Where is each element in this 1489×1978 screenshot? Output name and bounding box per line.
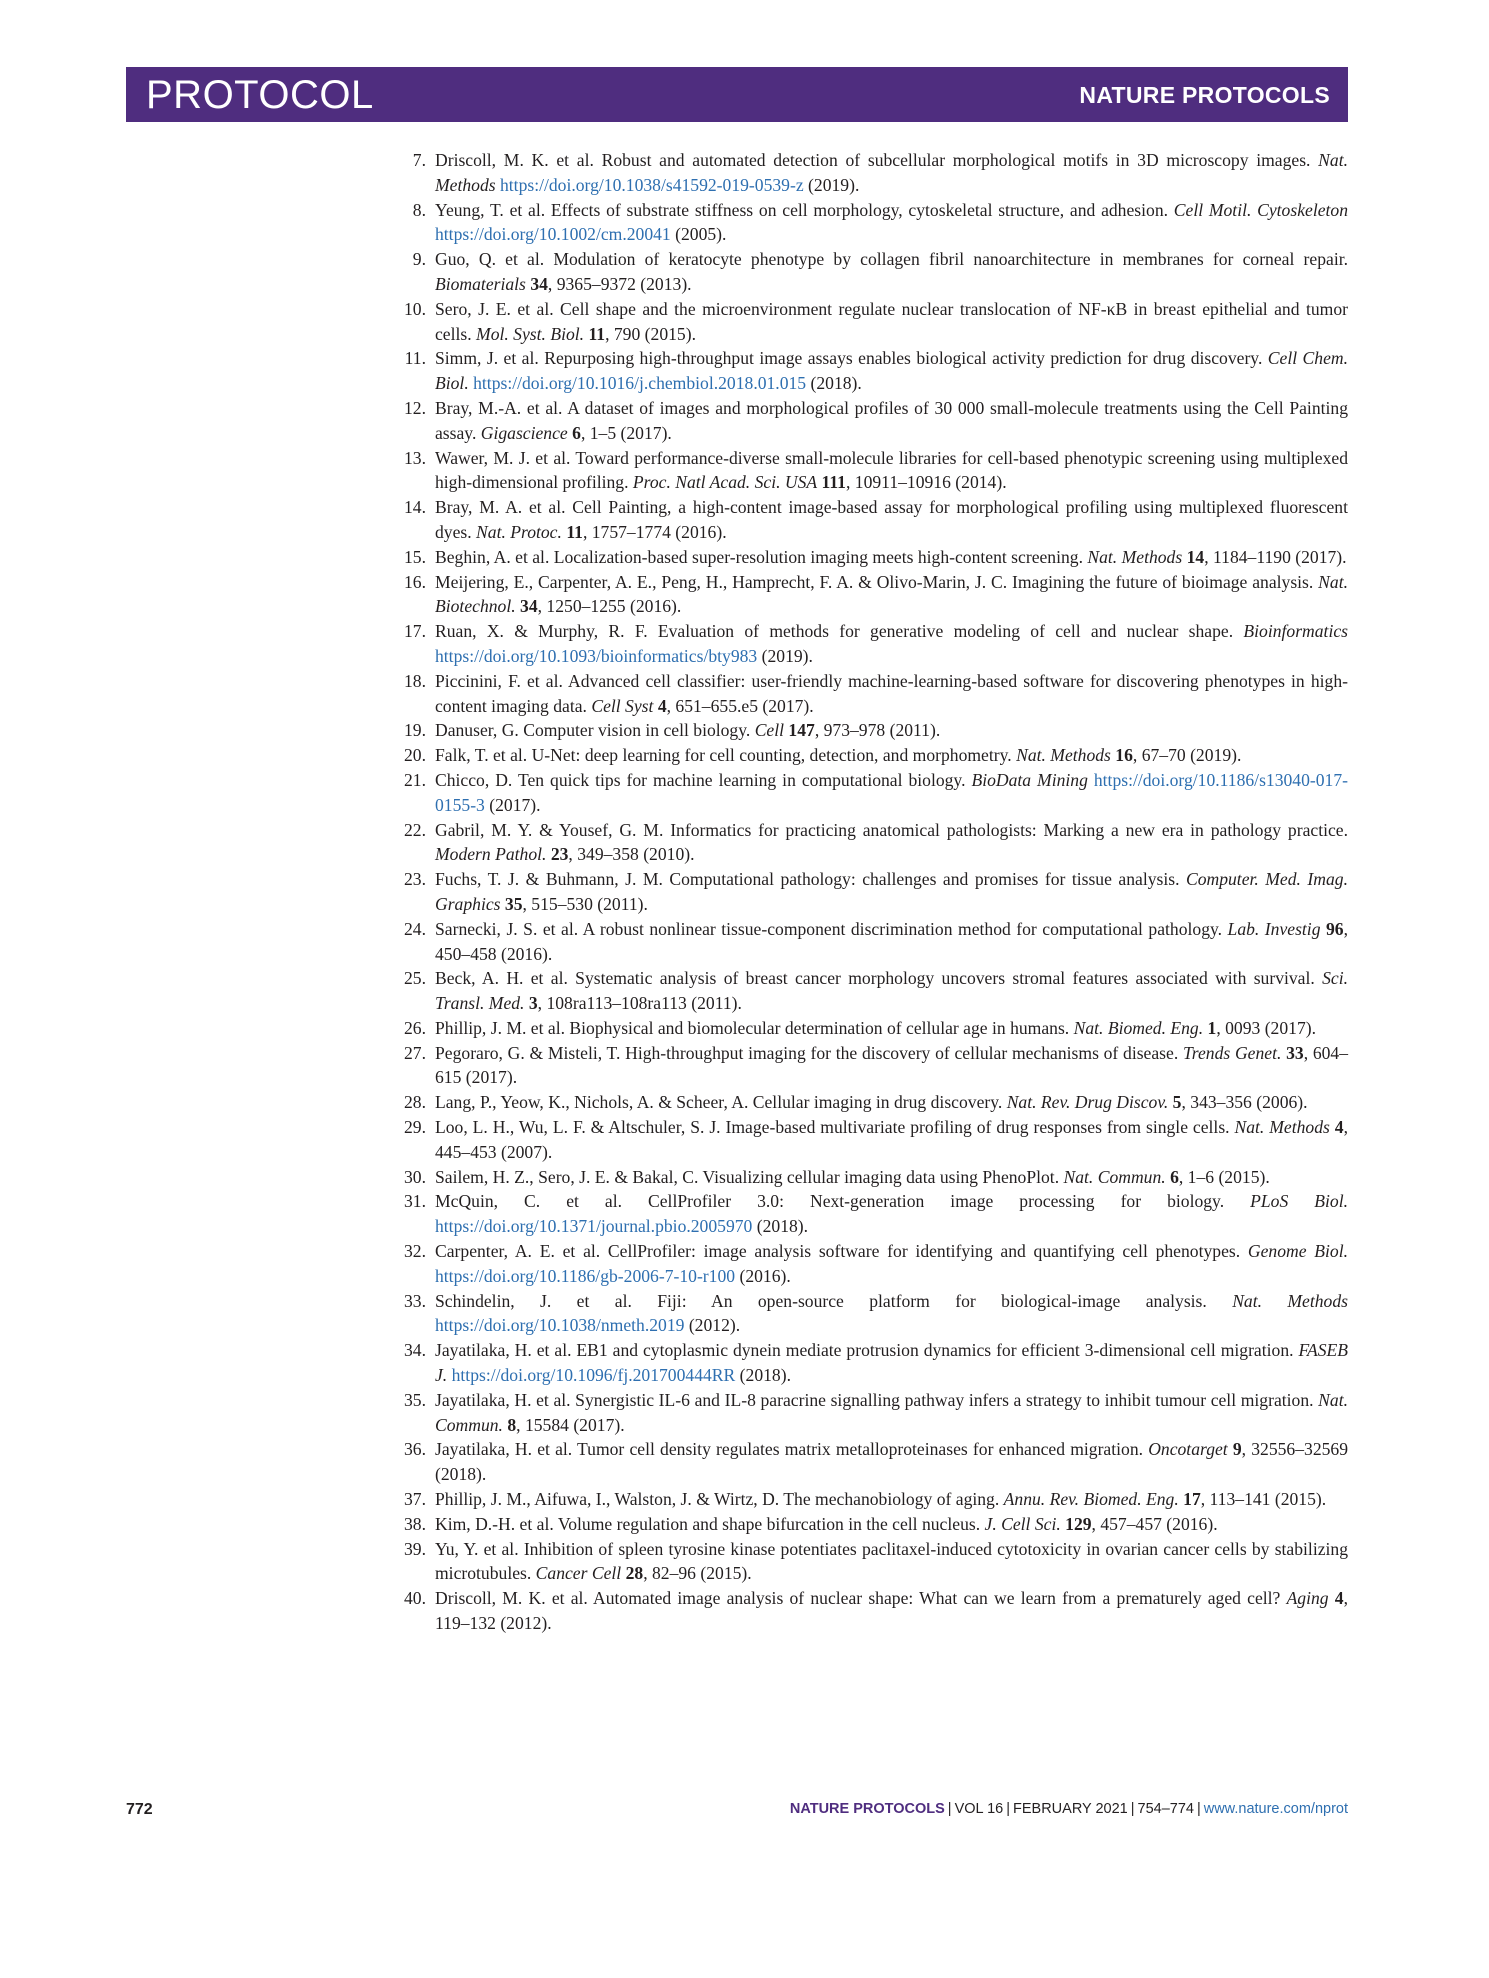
volume-number: 35 [504,893,523,914]
reference-text: , 113–141 (2015). [1200,1489,1327,1510]
journal-title: Trends Genet. [1182,1042,1282,1063]
reference-number: 21. [404,769,426,790]
journal-title: Cell Chem. Biol. [435,348,1348,394]
reference-text: Meijering, E., Carpenter, A. E., Peng, H., Hamprecht, F. A. & Olivo-Marin, J. C. Imagining the future of bioimage analysis. [435,571,1319,592]
footer-journal: NATURE PROTOCOLS [789,1801,945,1817]
reference-number: 38. [404,1513,426,1534]
reference-number: 33. [404,1290,426,1311]
reference-text: , 343–356 (2006). [1181,1092,1308,1113]
doi-link[interactable]: https://doi.org/10.1186/gb-2006-7-10-r100 [435,1265,736,1286]
reference-text: Phillip, J. M., Aifuwa, I., Walston, J. & Wirtz, D. The mechanobiology of aging. [435,1489,1004,1510]
reference-item [390,818,1348,868]
journal-title: Nat. Biomed. Eng. [1073,1017,1204,1038]
journal-title: Cell [754,720,785,741]
reference-text: , 1250–1255 (2016). [537,596,682,617]
reference-text: , 0093 (2017). [1216,1017,1316,1038]
reference-text: Simm, J. et al. Repurposing high-throughput image assays enables biological activity prediction for drug discovery. [435,348,1268,369]
reference-number: 13. [404,447,426,468]
reference-item [390,1041,1348,1091]
journal-title: J. Cell Sci. [984,1513,1061,1534]
volume-number: 5 [1172,1092,1182,1113]
journal-title: Proc. Natl Acad. Sci. USA [632,472,818,493]
reference-text: Piccinini, F. et al. Advanced cell classifier: user-friendly machine-learning-based software for discovering phenotypes in high-content imaging data. [435,670,1348,716]
journal-title: Computer. Med. Imag. Graphics [435,869,1348,914]
reference-text: Jayatilaka, H. et al. Synergistic IL-6 and IL-8 paracrine signalling pathway infers a strategy to inhibit tumour cell migration. [435,1389,1319,1410]
reference-text: McQuin, C. et al. CellProfiler 3.0: Next-generation image processing for biology. [435,1191,1251,1212]
reference-item [390,1189,1348,1239]
reference-text: Wawer, M. J. et al. Toward performance-diverse small-molecule libraries for cell-based phenotypic screening using multiplexed high-dimensional profiling. [435,447,1348,493]
reference-item [390,1512,1348,1537]
reference-text: Lang, P., Yeow, K., Nichols, A. & Scheer, A. Cellular imaging in drug discovery. [435,1092,1007,1113]
volume-number: 4 [657,695,667,716]
reference-item [390,1487,1348,1512]
reference-text: (2018). [735,1365,791,1386]
reference-text: , 450–458 (2016). [435,918,1348,964]
reference-number: 18. [404,670,426,691]
reference-item [390,346,1348,396]
volume-number: 9 [1232,1439,1242,1460]
doi-link[interactable]: https://doi.org/10.1371/journal.pbio.2005970 [435,1216,753,1237]
volume-number: 23 [550,844,569,865]
footer-citation [790,1801,1348,1817]
journal-title: Nat. Methods [1234,1117,1330,1138]
reference-text: Jayatilaka, H. et al. Tumor cell density regulates matrix metalloproteinases for enhanced migration. [435,1439,1149,1460]
footer-separator: | [1006,1801,1010,1817]
journal-name: NATURE PROTOCOLS [1079,82,1330,108]
reference-number: 11. [404,348,426,369]
reference-item [390,1016,1348,1041]
reference-text: Jayatilaka, H. et al. EB1 and cytoplasmic dynein mediate protrusion dynamics for efficient 3-dimensional cell migration. [435,1340,1299,1361]
journal-title: Bioinformatics [1243,621,1348,642]
reference-number: 7. [412,150,426,170]
reference-number: 15. [404,546,426,567]
reference-text: Kim, D.-H. et al. Volume regulation and shape bifurcation in the cell nucleus. [435,1513,985,1534]
reference-text: , 119–132 (2012). [435,1588,1348,1634]
doi-link[interactable]: https://doi.org/10.1038/nmeth.2019 [435,1315,685,1336]
reference-number: 16. [404,571,426,592]
reference-item [390,669,1348,719]
reference-text: Ruan, X. & Murphy, R. F. Evaluation of methods for generative modeling of cell and nuclear shape. [435,621,1244,642]
page-number: 772 [126,1801,153,1818]
reference-item [390,743,1348,768]
volume-number: 6 [572,422,581,443]
doi-link[interactable]: https://doi.org/10.1002/cm.20041 [435,224,671,245]
journal-title: Gigascience [480,422,568,443]
reference-number: 14. [404,497,426,518]
journal-title: Lab. Investig [1227,918,1321,939]
reference-item [390,1437,1348,1487]
reference-text: (2019). [803,174,860,195]
reference-number: 39. [404,1538,426,1559]
journal-title: Cell Syst [591,695,654,716]
reference-number: 25. [404,968,426,989]
journal-title: Genome Biol. [1247,1241,1348,1262]
reference-number: 12. [404,397,426,418]
volume-number: 8 [507,1414,517,1435]
reference-item [390,1388,1348,1438]
reference-item [390,545,1348,570]
reference-text: Driscoll, M. K. et al. Automated image analysis of nuclear shape: What can we learn from a prematurely aged cell? [435,1588,1287,1609]
volume-number: 1 [1207,1017,1217,1038]
footer-pages: 754–774 [1137,1801,1194,1817]
reference-item [390,247,1348,297]
journal-title: Nat. Methods [1232,1290,1348,1311]
journal-title: Nat. Commun. [435,1389,1348,1435]
journal-title: Sci. Transl. Med. [435,968,1348,1014]
footer-separator: | [1130,1801,1135,1817]
reference-text: Gabril, M. Y. & Yousef, G. M. Informatics for practicing anatomical pathologists: Marking a new era in pathology practice. [435,819,1348,840]
reference-text: Yu, Y. et al. Inhibition of spleen tyrosine kinase potentiates paclitaxel-induced cytotoxicity in ovarian cancer cells by stabilizing microtubules. [435,1538,1348,1584]
journal-title: Nat. Commun. [1063,1166,1166,1187]
reference-number: 23. [404,869,426,890]
reference-number: 9. [412,249,426,270]
reference-text: , 108ra113–108ra113 (2011). [537,993,742,1014]
journal-title: Nat. Methods [1016,745,1111,766]
journal-title: Cancer Cell [535,1563,622,1584]
volume-number: 4 [1334,1117,1344,1138]
journal-title: Nat. Rev. Drug Discov. [1006,1092,1169,1113]
reference-text: , 1757–1774 (2016). [582,521,727,542]
reference-text: Fuchs, T. J. & Buhmann, J. M. Computational pathology: challenges and promises for tissue analysis. [435,869,1186,890]
reference-text: Sero, J. E. et al. Cell shape and the microenvironment regulate nuclear translocation of NF-κB in breast epithelial and tumor cells. [435,298,1348,344]
reference-text: Sarnecki, J. S. et al. A robust nonlinear tissue-component discrimination method for computational pathology. [435,918,1228,939]
reference-item [390,1090,1348,1115]
reference-text: Bray, M. A. et al. Cell Painting, a high-content image-based assay for morphological profiling using multiplexed fluorescent dyes. [435,497,1348,542]
reference-number: 40. [404,1588,426,1609]
reference-number: 24. [404,918,426,939]
reference-number: 10. [404,298,426,319]
reference-number: 26. [404,1017,426,1038]
reference-text: Loo, L. H., Wu, L. F. & Altschuler, S. J. Image-based multivariate profiling of drug responses from single cells. [435,1117,1235,1138]
reference-text: , 82–96 (2015). [643,1563,752,1584]
volume-number: 111 [821,472,846,493]
reference-text: Beghin, A. et al. Localization-based super-resolution imaging meets high-content screening. [435,546,1088,567]
journal-title: Aging [1286,1588,1329,1609]
journal-title: Mol. Syst. Biol. [476,323,585,344]
reference-number: 28. [404,1092,426,1113]
reference-item [390,966,1348,1016]
reference-text: , 15584 (2017). [516,1414,625,1435]
journal-title: Oncotarget [1148,1439,1228,1460]
journal-title: Annu. Rev. Biomed. Eng. [1003,1489,1179,1510]
reference-number: 36. [404,1439,426,1460]
volume-number: 17 [1183,1489,1201,1510]
reference-text: Bray, M.-A. et al. A dataset of images and morphological profiles of 30 000 small-molecule treatments using the Cell Painting assay. [435,397,1348,443]
reference-text: , 651–655.e5 (2017). [666,695,814,716]
reference-number: 32. [404,1241,426,1262]
reference-text: , 604–615 (2017). [435,1042,1349,1088]
footer-separator: | [1196,1801,1201,1817]
reference-text: , 1–6 (2015). [1178,1166,1270,1187]
volume-number: 28 [625,1563,644,1584]
reference-text: , 1–5 (2017). [580,422,672,443]
reference-text: (2016). [735,1265,791,1286]
reference-number: 30. [404,1166,426,1187]
volume-number: 33 [1286,1042,1304,1063]
reference-text: , 457–457 (2016). [1091,1513,1218,1534]
doi-link[interactable]: https://doi.org/10.1186/s13040-017-0155-3 [435,769,1349,815]
journal-title: Cell Motil. Cytoskeleton [1173,199,1348,220]
reference-item [390,1165,1348,1190]
reference-text: , 32556–32569 (2018). [435,1439,1349,1485]
volume-number: 4 [1334,1588,1344,1609]
section-label: PROTOCOL [146,73,374,117]
reference-text: Phillip, J. M. et al. Biophysical and biomolecular determination of cellular age in humans. [435,1017,1074,1038]
reference-text: , 790 (2015). [605,323,696,344]
volume-number: 129 [1065,1513,1092,1534]
reference-text: , 973–978 (2011). [814,720,941,741]
reference-text: , 1184–1190 (2017). [1204,546,1347,567]
reference-number: 22. [404,819,426,840]
volume-number: 14 [1186,546,1205,567]
reference-text: Falk, T. et al. U-Net: deep learning for cell counting, detection, and morphometry. [435,745,1017,766]
reference-text: , 9365–9372 (2013). [547,273,692,294]
reference-text: , 10911–10916 (2014). [845,472,1007,493]
volume-number: 11 [588,323,606,344]
journal-title: Nat. Protoc. [476,521,562,542]
footer-url-link[interactable]: www.nature.com/nprot [1203,1801,1348,1817]
doi-link[interactable]: https://doi.org/10.1096/fj.201700444RR [451,1365,736,1386]
reference-number: 35. [404,1389,426,1410]
reference-number: 27. [404,1042,426,1063]
reference-text: (2017). [484,794,541,815]
reference-number: 29. [404,1117,426,1138]
reference-text: , 349–358 (2010). [568,844,695,865]
reference-text: (2019). [757,645,813,666]
reference-item [390,718,1348,743]
footer-volume: VOL 16 [954,1801,1004,1817]
reference-item [390,867,1348,917]
reference-text: Schindelin, J. et al. Fiji: An open-source platform for biological-image analysis. [435,1290,1233,1311]
reference-text: (2018). [752,1216,809,1237]
journal-title: Modern Pathol. [435,844,547,865]
volume-number: 96 [1326,918,1344,939]
reference-text: (2012). [684,1315,741,1336]
volume-number: 34 [530,273,548,294]
reference-item [390,1239,1348,1289]
reference-item [390,917,1348,967]
reference-text: Danuser, G. Computer vision in cell biology. [435,720,755,741]
reference-text: , 515–530 (2011). [522,893,648,914]
reference-number: 37. [404,1489,426,1510]
reference-number: 34. [404,1340,426,1361]
reference-text: Beck, A. H. et al. Systematic analysis of breast cancer morphology uncovers stromal features associated with survival. [435,968,1323,989]
reference-text: Driscoll, M. K. et al. Robust and automated detection of subcellular morphological motifs in 3D microscopy images. [435,150,1319,170]
reference-item [390,1586,1348,1636]
reference-item [390,495,1348,545]
reference-item [390,619,1348,669]
reference-number: 17. [404,621,426,642]
reference-number: 19. [404,720,426,741]
reference-item [390,1338,1348,1388]
reference-item [390,1115,1348,1165]
header-bar [126,67,1348,122]
reference-number: 8. [412,199,426,220]
volume-number: 3 [528,993,538,1014]
reference-list [390,148,1348,1636]
footer-date: FEBRUARY 2021 [1013,1801,1128,1817]
volume-number: 11 [566,521,583,542]
reference-number: 20. [404,745,426,766]
journal-title: Nat. Methods [1087,546,1183,567]
footer-separator: | [947,1801,952,1817]
journal-title: Biomaterials [435,273,526,294]
volume-number: 6 [1170,1166,1179,1187]
reference-text: (2018). [806,373,862,394]
doi-link[interactable]: https://doi.org/10.1038/s41592-019-0539-z [500,174,804,195]
reference-text: (2005). [670,224,727,245]
reference-text: Pegoraro, G. & Misteli, T. High-throughput imaging for the discovery of cellular mechanisms of disease. [435,1042,1183,1063]
reference-number: 31. [404,1191,426,1212]
reference-item [390,1289,1348,1339]
reference-text: Yeung, T. et al. Effects of substrate stiffness on cell morphology, cytoskeletal structure, and adhesion. [435,199,1174,220]
journal-title: Nat. Biotechnol. [435,571,1348,617]
reference-item [390,148,1348,198]
reference-item [390,396,1348,446]
reference-item [390,768,1348,818]
journal-title: BioData Mining [971,769,1088,790]
reference-text: Chicco, D. Ten quick tips for machine learning in computational biology. [435,769,972,790]
reference-text: Guo, Q. et al. Modulation of keratocyte phenotype by collagen fibril nanoarchitecture in membranes for corneal repair. [435,249,1348,270]
reference-text: Sailem, H. Z., Sero, J. E. & Bakal, C. Visualizing cellular imaging data using PhenoPlot. [435,1166,1064,1187]
reference-item [390,297,1348,347]
journal-title: Nat. Methods [435,150,1348,195]
reference-text: , 67–70 (2019). [1132,745,1242,766]
volume-number: 16 [1115,745,1133,766]
reference-item [390,570,1348,620]
reference-text: , 445–453 (2007). [435,1117,1348,1162]
reference-text: Carpenter, A. E. et al. CellProfiler: image analysis software for identifying and quantifying cell phenotypes. [435,1241,1248,1262]
doi-link[interactable]: https://doi.org/10.1093/bioinformatics/bty983 [435,645,758,666]
reference-item [390,1537,1348,1587]
volume-number: 34 [520,596,538,617]
reference-item [390,198,1348,248]
reference-item [390,446,1348,496]
journal-title: PLoS Biol. [1250,1191,1348,1212]
volume-number: 147 [788,720,815,741]
journal-title: FASEB J. [435,1340,1348,1386]
doi-link[interactable]: https://doi.org/10.1016/j.chembiol.2018.01.015 [473,373,807,394]
